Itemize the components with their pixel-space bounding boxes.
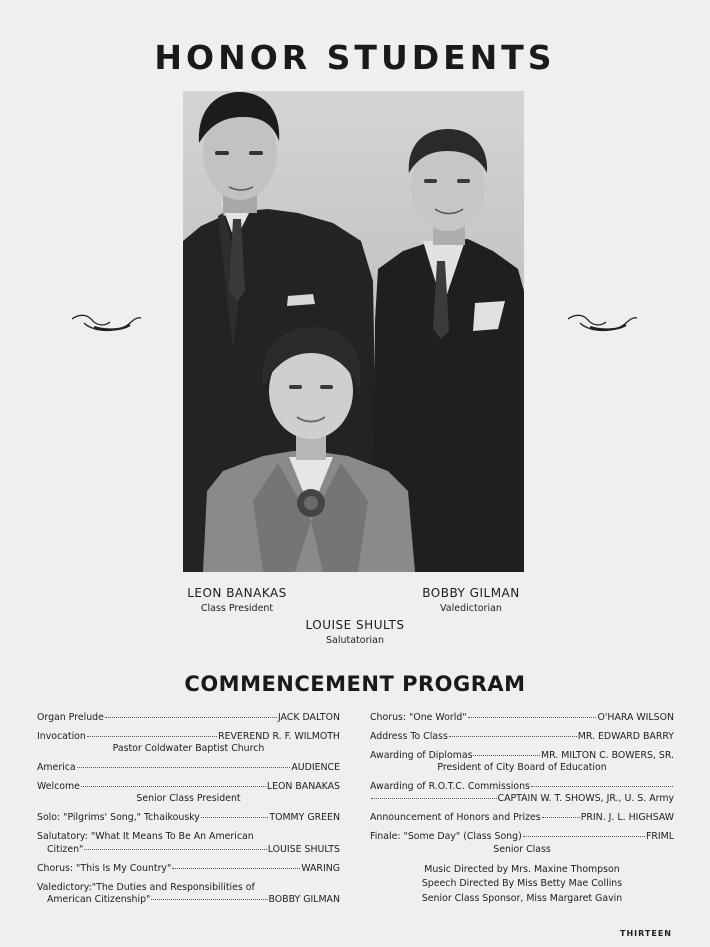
item-label: Salutatory: "What It Means To Be An American <box>37 831 254 843</box>
program-item <box>37 781 340 805</box>
item-label: Chorus: "One World" <box>370 712 467 723</box>
item-label: Awarding of R.O.T.C. Commissions <box>370 781 530 793</box>
program-credits <box>370 863 674 907</box>
leader-dots <box>542 817 580 818</box>
program-item <box>370 712 674 724</box>
program-item <box>37 731 340 755</box>
honoree-role: Class President <box>200 603 274 614</box>
item-performer: BOBBY GILMAN <box>268 893 340 905</box>
honoree-name: LEON BANAKAS <box>187 586 287 600</box>
item-performer: AUDIENCE <box>291 762 340 774</box>
item-label: Awarding of Diplomas <box>370 750 473 761</box>
item-label: Finale: "Some Day" (Class Song) <box>370 831 522 843</box>
item-performer: CAPTAIN W. T. SHOWS, JR., U. S. Army <box>497 793 674 805</box>
item-performer: O'HARA WILSON <box>597 712 674 723</box>
leader-dots <box>531 786 673 787</box>
program-item <box>37 762 340 774</box>
item-label: Address To Class <box>370 731 448 742</box>
item-performer: LEON BANAKAS <box>266 781 340 793</box>
leader-dots <box>87 736 217 737</box>
program-item <box>37 831 340 855</box>
item-subtitle: Senior Class President <box>136 793 241 805</box>
page-title: HONOR STUDENTS <box>154 38 556 77</box>
credit-line: Music Directed by Mrs. Maxine Thompson <box>424 863 620 875</box>
honoree-name: LOUISE SHULTS <box>305 618 405 632</box>
program-item <box>370 831 674 855</box>
program-item <box>370 781 674 805</box>
program-title: COMMENCEMENT PROGRAM <box>184 672 526 696</box>
leader-dots <box>201 817 269 818</box>
item-label: Organ Prelude <box>37 712 104 723</box>
program-item <box>370 812 674 824</box>
item-performer: REVEREND R. F. WILMOTH <box>218 731 340 742</box>
item-performer: PRIN. J. L. HIGHSAW <box>580 812 674 824</box>
right-flourish-ornament <box>566 311 638 333</box>
program-item <box>37 863 340 875</box>
item-performer: MR. EDWARD BARRY <box>577 731 674 742</box>
caption-leon-banakas <box>167 586 307 614</box>
leader-dots <box>468 717 597 718</box>
item-label-continued: American Citizenship" <box>47 893 151 905</box>
honoree-name: BOBBY GILMAN <box>422 586 520 600</box>
item-performer: LOUISE SHULTS <box>267 843 340 855</box>
honoree-role: Valedictorian <box>440 603 502 614</box>
item-performer: JACK DALTON <box>277 712 340 723</box>
item-subtitle: President of City Board of Education <box>437 762 607 774</box>
caption-bobby-gilman <box>401 586 541 614</box>
item-performer: FRIML <box>646 831 674 843</box>
item-subtitle: Pastor Coldwater Baptist Church <box>112 743 265 755</box>
leader-dots <box>77 767 291 768</box>
credit-line: Senior Class Sponsor, Miss Margaret Gavin <box>421 892 623 904</box>
leader-dots <box>523 836 645 837</box>
leader-dots <box>151 899 267 900</box>
left-flourish-ornament <box>70 311 142 333</box>
program-item <box>37 882 340 906</box>
item-performer: MR. MILTON C. BOWERS, SR. <box>541 750 674 761</box>
item-label: Announcement of Honors and Prizes <box>370 812 541 824</box>
leader-dots <box>84 849 266 850</box>
leader-dots <box>105 717 277 718</box>
leader-dots <box>371 798 497 799</box>
program-item <box>37 712 340 724</box>
leader-dots <box>449 736 577 737</box>
program-item <box>370 750 674 774</box>
leader-dots <box>473 755 540 756</box>
caption-louise-shults <box>275 618 435 646</box>
item-label: Invocation <box>37 731 86 742</box>
honoree-role: Salutatorian <box>326 635 384 646</box>
program-item <box>370 731 674 743</box>
item-performer: TOMMY GREEN <box>269 812 340 824</box>
leader-dots <box>172 868 300 869</box>
program-left-column <box>37 712 340 913</box>
item-label: America <box>37 762 76 774</box>
program-right-column <box>370 712 674 906</box>
item-performer: WARING <box>301 862 340 874</box>
page-number: THIRTEEN <box>619 929 672 938</box>
program-item <box>37 812 340 824</box>
credit-line: Speech Directed By Miss Betty Mae Collins <box>421 878 623 890</box>
honor-students-photo <box>183 91 524 572</box>
item-label: Valedictory:"The Duties and Responsibilities of <box>37 881 255 893</box>
item-label: Chorus: "This Is My Country" <box>37 862 172 874</box>
item-label: Welcome <box>37 781 80 793</box>
item-label: Solo: "Pilgrims' Song," Tchaikousky <box>37 812 200 824</box>
leader-dots <box>81 786 266 787</box>
item-label-continued: Citizen" <box>47 843 84 855</box>
item-subtitle: Senior Class <box>493 843 551 855</box>
